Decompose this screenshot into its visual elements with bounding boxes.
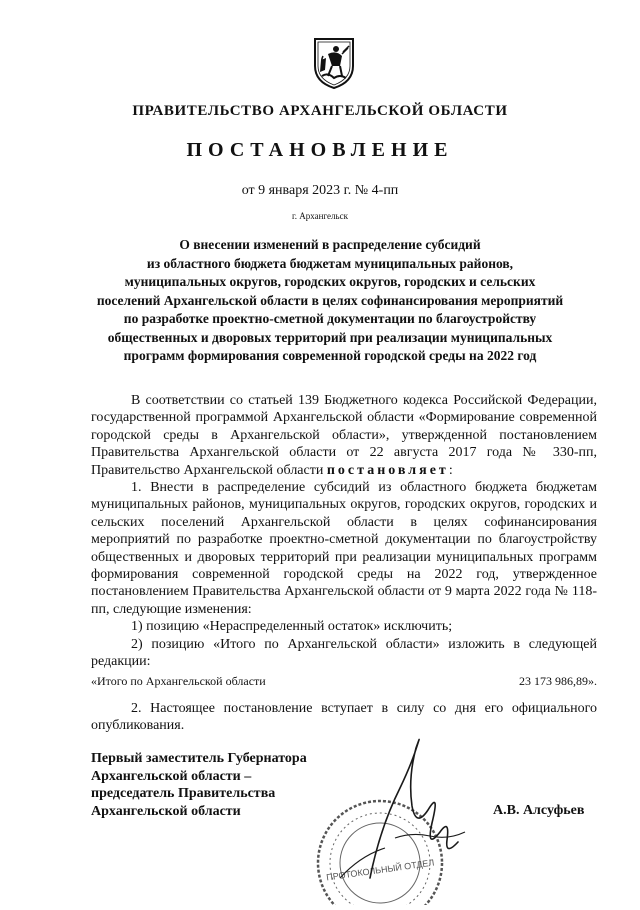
heading-line: О внесении изменений в распределение субсидий xyxy=(179,237,481,252)
signature-icon xyxy=(340,739,465,878)
seal-text: ПРОТОКОЛЬНЫЙ ОТДЕЛ xyxy=(325,857,435,883)
heading-line: общественных и дворовых территорий при реализации муниципальных xyxy=(107,329,553,345)
subitem-2: 2) позицию «Итого по Архангельской области» изложить в следующей редакции: xyxy=(91,636,597,670)
total-value: 23 173 986,89». xyxy=(519,674,597,688)
subitem-1: 1) позицию «Нераспределенный остаток» исключить; xyxy=(131,619,453,635)
intro-text: В соответствии со статьей 139 Бюджетного кодекса Российской Федерации, государственной программой Архангельской области «Формирование современной городской среды в Архангельской области», утвержденной постановлением Правительства Архангельской области от 22 августа 2017 года № 330-пп, Правительство Архангельской области xyxy=(91,393,597,478)
government-title: ПРАВИТЕЛЬСТВО АРХАНГЕЛЬСКОЙ ОБЛАСТИ xyxy=(132,103,508,119)
heading-line: по разработке проектно-сметной документации по благоустройству xyxy=(123,311,537,326)
intro-paragraph xyxy=(91,392,597,479)
signer-name: А.В. Алсуфьев xyxy=(493,803,585,818)
decree-word: постановляет xyxy=(326,462,449,478)
signer-position-line: Архангельской области – xyxy=(91,768,252,784)
signer-position-line: Первый заместитель Губернатора xyxy=(91,751,307,766)
signer-position-line: председатель Правительства xyxy=(91,786,276,802)
signer-position-line: Архангельской области xyxy=(91,803,241,819)
heading-line: из областного бюджета бюджетам муниципальных районов, xyxy=(146,255,514,271)
intro-end: : xyxy=(448,462,453,478)
signer-position xyxy=(91,750,307,820)
document-date-number: от 9 января 2023 г. № 4-пп xyxy=(241,183,399,198)
document-heading xyxy=(80,236,580,366)
seal-and-signature xyxy=(300,728,500,905)
document-body xyxy=(91,392,597,671)
heading-line: программ формирования современной городской среды на 2022 год xyxy=(123,348,537,363)
document-type: ПОСТАНОВЛЕНИЕ xyxy=(186,139,454,161)
coat-of-arms-icon xyxy=(312,36,356,90)
total-label: «Итого по Архангельской области xyxy=(91,674,266,688)
item-2-paragraph: 2. Настоящее постановление вступает в силу со дня его официального опубликования. xyxy=(91,701,597,734)
item-1-paragraph: 1. Внести в распределение субсидий из областного бюджета бюджетам муниципальных районов, муниципальных округов, городских округов, городских и сельских поселений Архангельской области в целях софинансирования мероприятий по разработке проектно-сметной документации по благоустройству общественных и дворовых территорий при реализации муниципальных программ формирования современной городской среды на 2022 год, утвержденное постановлением Правительства Архангельской области от 9 марта 2022 года № 118-пп, следующие изменения: xyxy=(91,480,597,617)
document-city: г. Архангельск xyxy=(292,211,348,221)
heading-line: муниципальных округов, городских округов, городских и сельских xyxy=(124,274,536,289)
heading-line: поселений Архангельской области в целях софинансирования мероприятий xyxy=(96,292,564,308)
total-line xyxy=(91,674,597,689)
